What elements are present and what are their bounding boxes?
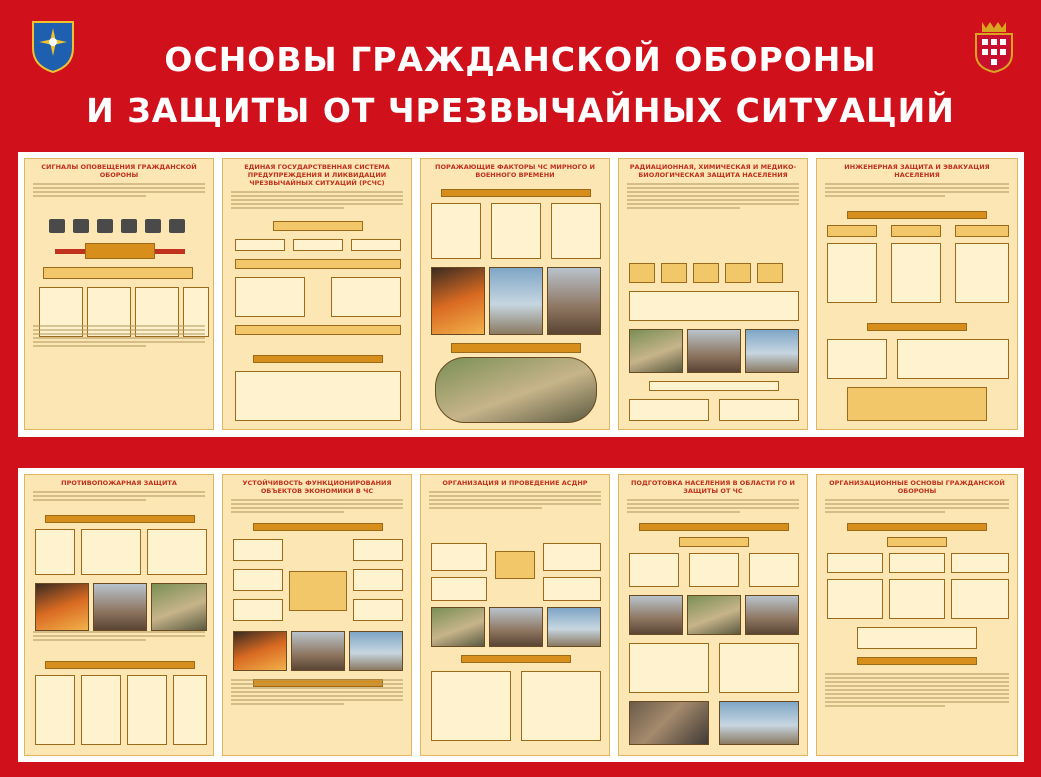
- top-row-band: [18, 152, 1024, 437]
- panel-fire-protection: [24, 474, 214, 756]
- panel-title: ОРГАНИЗАЦИЯ И ПРОВЕДЕНИЕ АСДНР: [442, 479, 588, 487]
- radio-icon: [73, 219, 89, 233]
- panel-title: УСТОЙЧИВОСТЬ ФУНКЦИОНИРОВАНИЯ ОБЪЕКТОВ ЭКОНОМИКИ В ЧС: [242, 479, 392, 496]
- bottom-row-band: [18, 468, 1024, 762]
- panel-economy-stability: [222, 474, 412, 756]
- poster-title-line1: ОСНОВЫ ГРАЖДАНСКОЙ ОБОРОНЫ: [164, 40, 877, 79]
- panel-title: ПОРАЖАЮЩИЕ ФАКТОРЫ ЧС МИРНОГО И ВОЕННОГО ВРЕМЕНИ: [435, 163, 595, 180]
- panel-title: ЕДИНАЯ ГОСУДАРСТВЕННАЯ СИСТЕМА ПРЕДУПРЕЖДЕНИЯ И ЛИКВИДАЦИИ ЧРЕЗВЫЧАЙНЫХ СИТУАЦИЙ (РСЧС): [244, 163, 390, 188]
- panel-title: ПОДГОТОВКА НАСЕЛЕНИЯ В ОБЛАСТИ ГО И ЗАЩИТЫ ОТ ЧС: [630, 479, 795, 496]
- panel-damaging-factors: [420, 158, 610, 430]
- factory-icon: [145, 219, 161, 233]
- panel-population-training: [618, 474, 808, 756]
- panel-rchbz: [618, 158, 808, 430]
- panel-asdnr: [420, 474, 610, 756]
- panel-rschs: [222, 158, 412, 430]
- loudspeaker-icon: [169, 219, 185, 233]
- panel-title: СИГНАЛЫ ОПОВЕЩЕНИЯ ГРАЖДАНСКОЙ ОБОРОНЫ: [41, 163, 197, 180]
- siren-icon: [49, 219, 65, 233]
- panel-civil-defence-basics: [816, 474, 1018, 756]
- poster-title-line2: И ЗАЩИТЫ ОТ ЧРЕЗВЫЧАЙНЫХ СИТУАЦИЙ: [86, 91, 955, 130]
- panel-title: РАДИАЦИОННАЯ, ХИМИЧЕСКАЯ И МЕДИКО-БИОЛОГИЧЕСКАЯ ЗАЩИТА НАСЕЛЕНИЯ: [629, 163, 797, 180]
- panel-title: ИНЖЕНЕРНАЯ ЗАЩИТА И ЭВАКУАЦИЯ НАСЕЛЕНИЯ: [844, 163, 990, 180]
- panel-warning-signals: [24, 158, 214, 430]
- panel-engineering-evacuation: [816, 158, 1018, 430]
- tv-icon: [97, 219, 113, 233]
- panel-title: ОРГАНИЗАЦИОННЫЕ ОСНОВЫ ГРАЖДАНСКОЙ ОБОРОНЫ: [829, 479, 1005, 496]
- panel-title: ПРОТИВОПОЖАРНАЯ ЗАЩИТА: [61, 479, 177, 487]
- phone-icon: [121, 219, 137, 233]
